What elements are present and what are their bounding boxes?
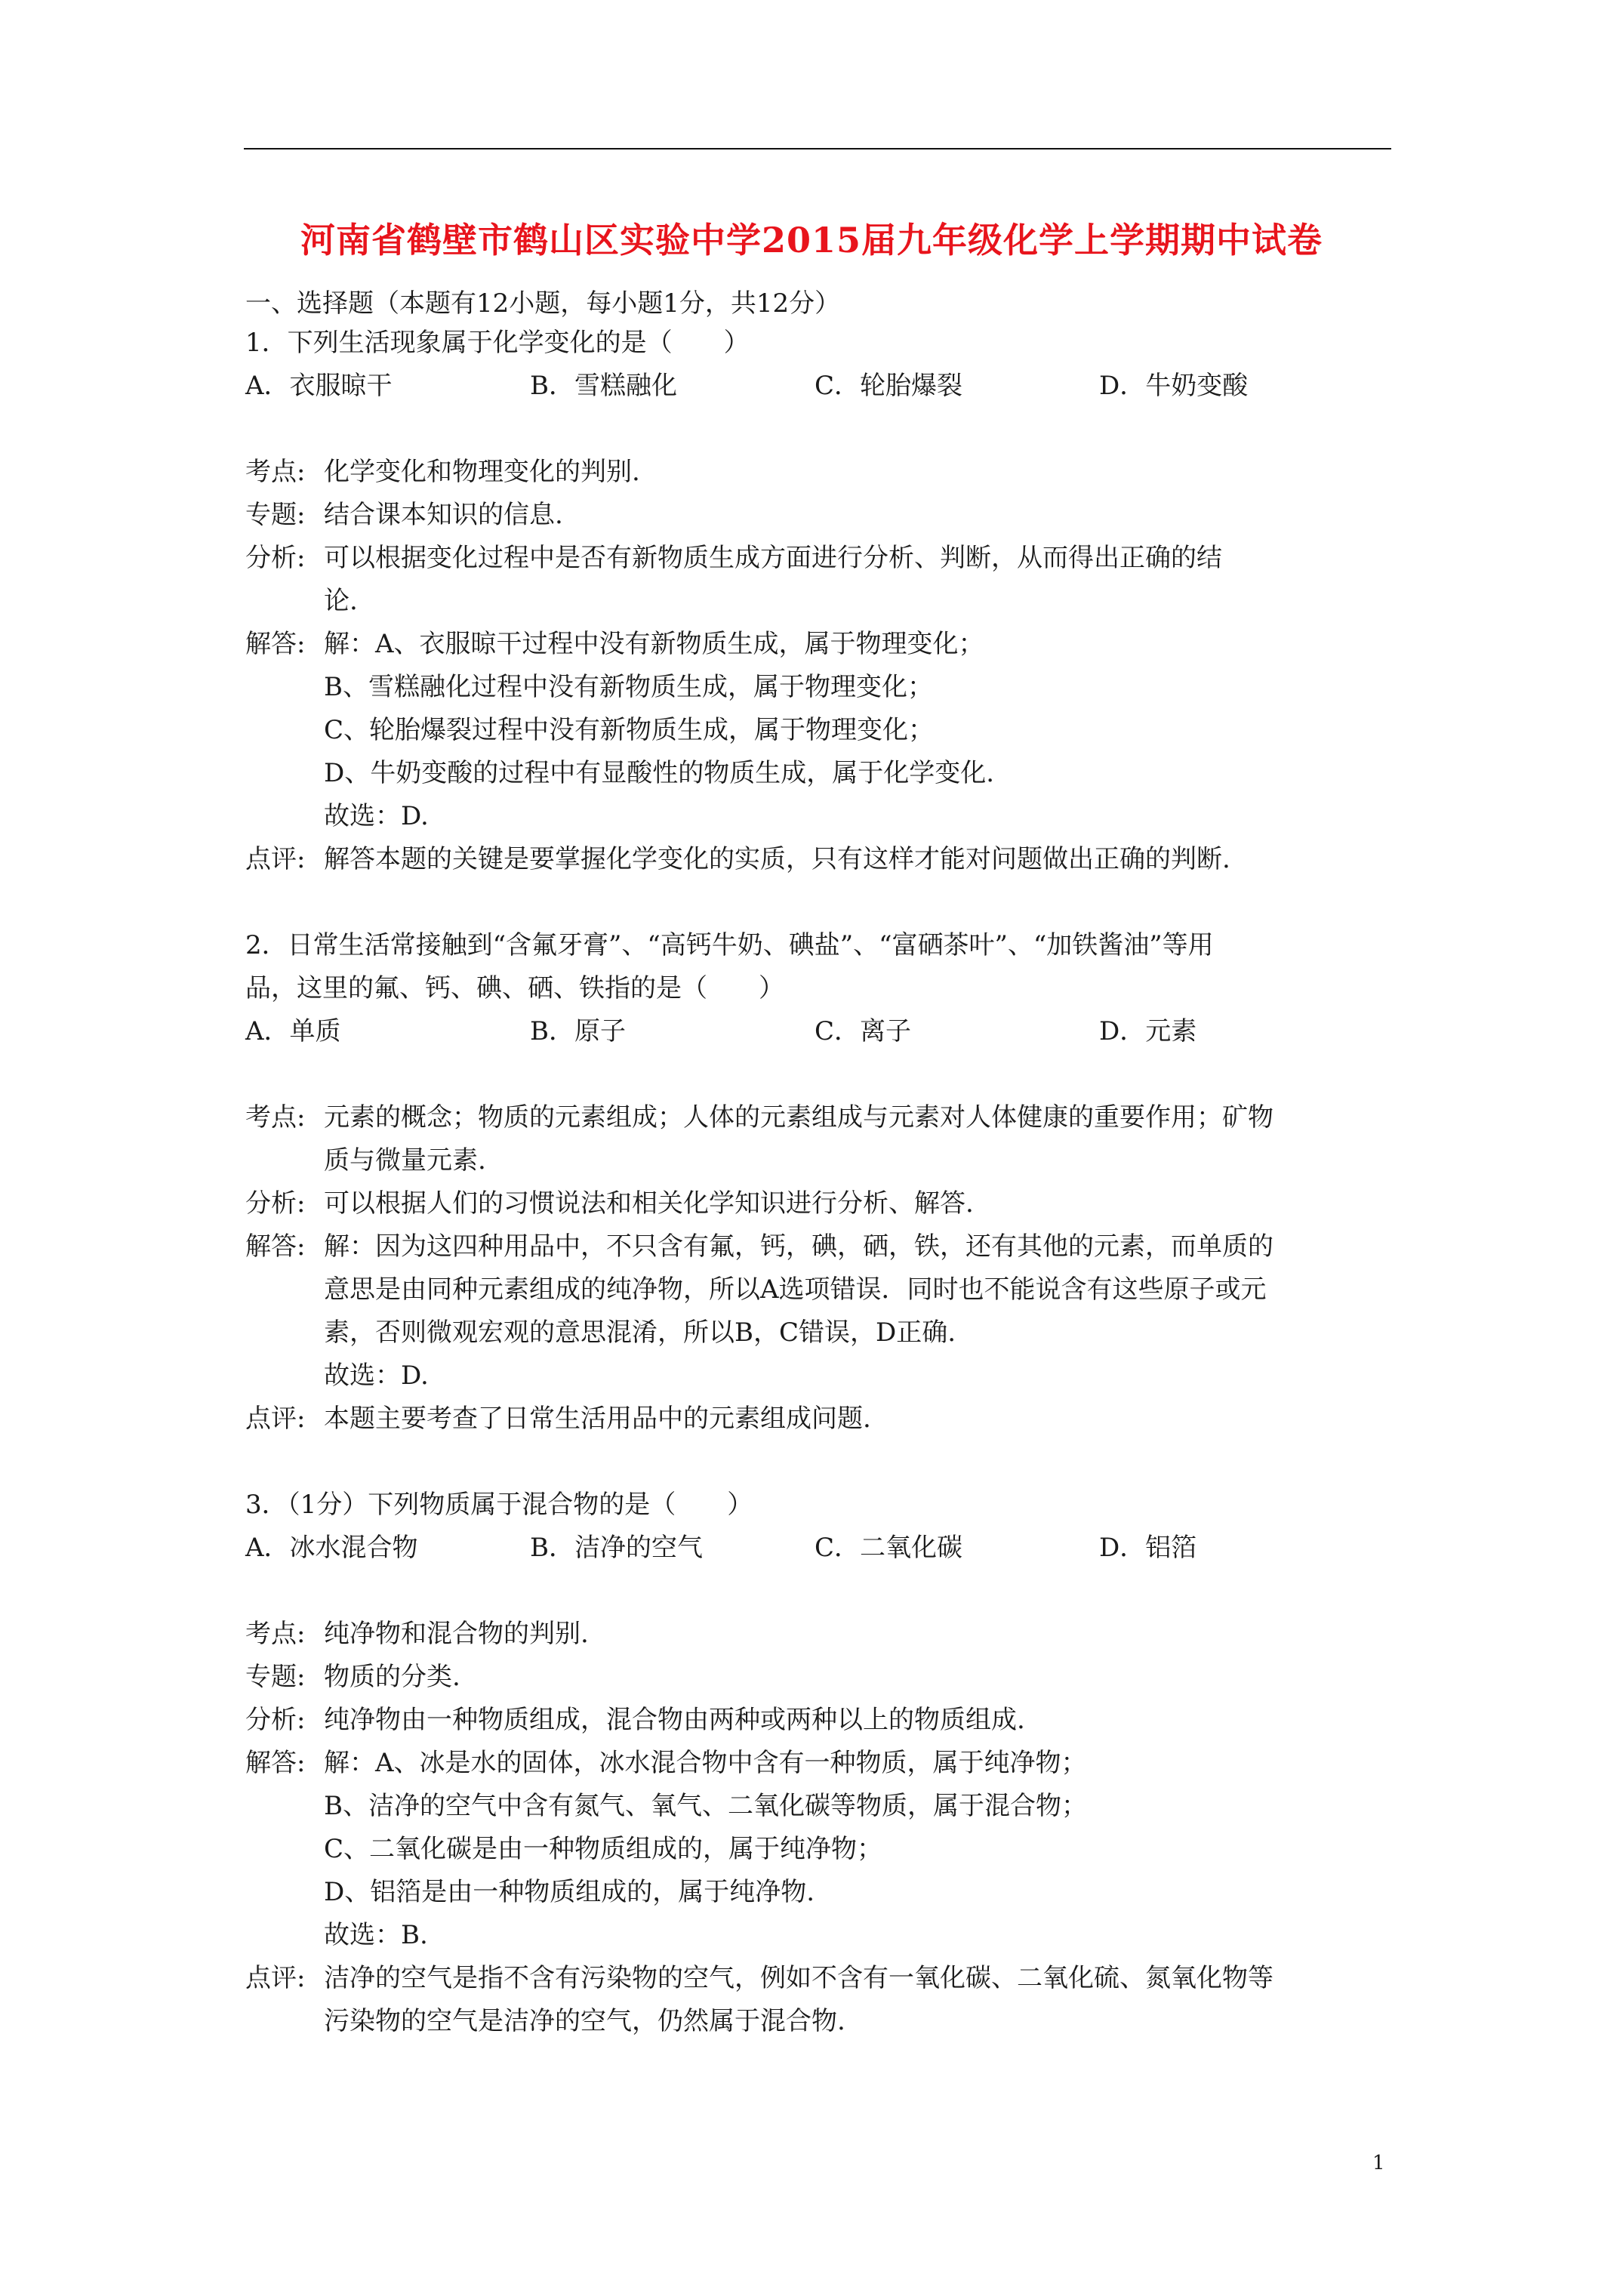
jieda-label: 解答: <box>245 1231 306 1262</box>
q1-zhuanti <box>245 494 1393 537</box>
q1-jieda-line-2: B、雪糕融化过程中没有新物质生成，属于物理变化； <box>324 672 933 702</box>
q2-dianping <box>245 1398 1393 1441</box>
q3-fenxi <box>245 1699 1393 1742</box>
q1-jieda-line-5: 故选：D. <box>324 801 429 831</box>
q1-zhuanti-text: 结合课本知识的信息. <box>324 500 563 530</box>
fenxi-label: 分析: <box>245 543 306 573</box>
q2-choice-c: C．离子 <box>815 1016 912 1046</box>
q2-jieda-line-1: 解：因为这四种用品中，不只含有氟，钙，碘，硒，铁，还有其他的元素，而单质的 <box>324 1231 1273 1262</box>
q3-choices <box>245 1527 1393 1570</box>
q3-kaodian <box>245 1613 1393 1656</box>
zhuanti-label: 专题: <box>245 500 306 530</box>
q2-jieda-line-3: 素，否则微观宏观的意思混淆，所以B，C错误，D正确. <box>324 1318 956 1348</box>
q1-dianping <box>245 838 1393 881</box>
q2-choice-b: B．原子 <box>530 1016 626 1046</box>
q3-fenxi-text: 纯净物由一种物质组成，混合物由两种或两种以上的物质组成. <box>324 1705 1025 1735</box>
page-number: 1 <box>1372 2152 1385 2174</box>
q2-dianping-text: 本题主要考查了日常生活用品中的元素组成问题. <box>324 1404 871 1434</box>
q3-dianping-line-1: 洁净的空气是指不含有污染物的空气，例如不含有一氧化碳、二氧化硫、氮氧化物等 <box>324 1963 1273 1993</box>
q1-kaodian-text: 化学变化和物理变化的判别. <box>324 457 640 487</box>
q3-choice-b: B．洁净的空气 <box>530 1533 703 1563</box>
q3-choice-a: A．冰水混合物 <box>245 1533 418 1563</box>
q2-kaodian <box>245 1096 1393 1182</box>
jieda-label: 解答: <box>245 629 306 659</box>
q3-dianping-line-2: 污染物的空气是洁净的空气，仍然属于混合物. <box>324 2006 845 2036</box>
fenxi-label: 分析: <box>245 1705 306 1735</box>
q1-choice-d: D．牛奶变酸 <box>1099 371 1249 401</box>
q1-fenxi <box>245 537 1393 623</box>
q3-kaodian-text: 纯净物和混合物的判别. <box>324 1619 589 1649</box>
q2-choice-d: D．元素 <box>1099 1016 1197 1046</box>
q2-jieda-line-4: 故选：D. <box>324 1361 429 1391</box>
fenxi-label: 分析: <box>245 1188 306 1219</box>
kaodian-label: 考点: <box>245 1102 306 1133</box>
q1-jieda-line-3: C、轮胎爆裂过程中没有新物质生成，属于物理变化； <box>324 715 935 745</box>
q2-jieda <box>245 1225 1393 1398</box>
q2-kaodian-line-2: 质与微量元素. <box>324 1145 486 1176</box>
q2-jieda-line-2: 意思是由同种元素组成的纯净物，所以A选项错误．同时也不能说含有这些原子或元 <box>324 1274 1267 1305</box>
q3-choice-d: D．铝箔 <box>1099 1533 1197 1563</box>
q3-jieda-line-3: C、二氧化碳是由一种物质组成的，属于纯净物； <box>324 1834 883 1864</box>
q2-fenxi-text: 可以根据人们的习惯说法和相关化学知识进行分析、解答. <box>324 1188 974 1219</box>
document-body <box>245 285 1393 2043</box>
q1-fenxi-line-2: 论. <box>324 586 358 616</box>
q2-kaodian-line-1: 元素的概念；物质的元素组成；人体的元素组成与元素对人体健康的重要作用；矿物 <box>324 1102 1273 1133</box>
section-heading: 一、选择题（本题有12小题，每小题1分，共12分） <box>245 288 841 319</box>
q3-zhuanti <box>245 1656 1393 1699</box>
q2-choice-a: A．单质 <box>245 1016 341 1046</box>
dianping-label: 点评: <box>245 1404 306 1434</box>
q1-jieda-line-4: D、牛奶变酸的过程中有显酸性的物质生成，属于化学变化. <box>324 758 995 788</box>
q3-zhuanti-text: 物质的分类. <box>324 1662 460 1692</box>
q1-kaodian <box>245 451 1393 494</box>
q3-jieda-line-4: D、铝箔是由一种物质组成的，属于纯净物. <box>324 1877 815 1907</box>
q1-choice-b: B．雪糕融化 <box>530 371 677 401</box>
q2-fenxi <box>245 1182 1393 1225</box>
q2-choices <box>245 1010 1393 1053</box>
kaodian-label: 考点: <box>245 1619 306 1649</box>
dianping-label: 点评: <box>245 1963 306 1993</box>
q3-jieda-line-1: 解：A、冰是水的固体，冰水混合物中含有一种物质，属于纯净物； <box>324 1748 1087 1778</box>
q1-choice-a: A．衣服晾干 <box>245 371 393 401</box>
q2-stem-line-1: 2．日常生活常接触到“含氟牙膏”、“高钙牛奶、碘盐”、“富硒茶叶”、“加铁酱油”等用 <box>245 930 1214 960</box>
jieda-label: 解答: <box>245 1748 306 1778</box>
dianping-label: 点评: <box>245 844 306 874</box>
zhuanti-label: 专题: <box>245 1662 306 1692</box>
header-rule <box>244 148 1391 149</box>
q3-jieda <box>245 1742 1393 1957</box>
q1-choices <box>245 365 1393 408</box>
q3-dianping <box>245 1957 1393 2043</box>
q1-dianping-text: 解答本题的关键是要掌握化学变化的实质，只有这样才能对问题做出正确的判断. <box>324 844 1230 874</box>
q1-jieda <box>245 623 1393 838</box>
q3-jieda-line-2: B、洁净的空气中含有氮气、氧气、二氧化碳等物质，属于混合物； <box>324 1791 1087 1821</box>
q1-stem: 1．下列生活现象属于化学变化的是（ ） <box>245 328 750 358</box>
q3-jieda-line-5: 故选：B. <box>324 1920 428 1950</box>
q3-stem: 3．（1分）下列物质属于混合物的是（ ） <box>245 1490 753 1520</box>
q3-choice-c: C．二氧化碳 <box>815 1533 963 1563</box>
kaodian-label: 考点: <box>245 457 306 487</box>
q1-fenxi-line-1: 可以根据变化过程中是否有新物质生成方面进行分析、判断，从而得出正确的结 <box>324 543 1222 573</box>
document-title: 河南省鹤壁市鹤山区实验中学2015届九年级化学上学期期中试卷 <box>300 220 1323 260</box>
q1-jieda-line-1: 解：A、衣服晾干过程中没有新物质生成，属于物理变化； <box>324 629 984 659</box>
q1-choice-c: C．轮胎爆裂 <box>815 371 963 401</box>
q2-stem-line-2: 品，这里的氟、钙、碘、硒、铁指的是（ ） <box>245 973 784 1003</box>
